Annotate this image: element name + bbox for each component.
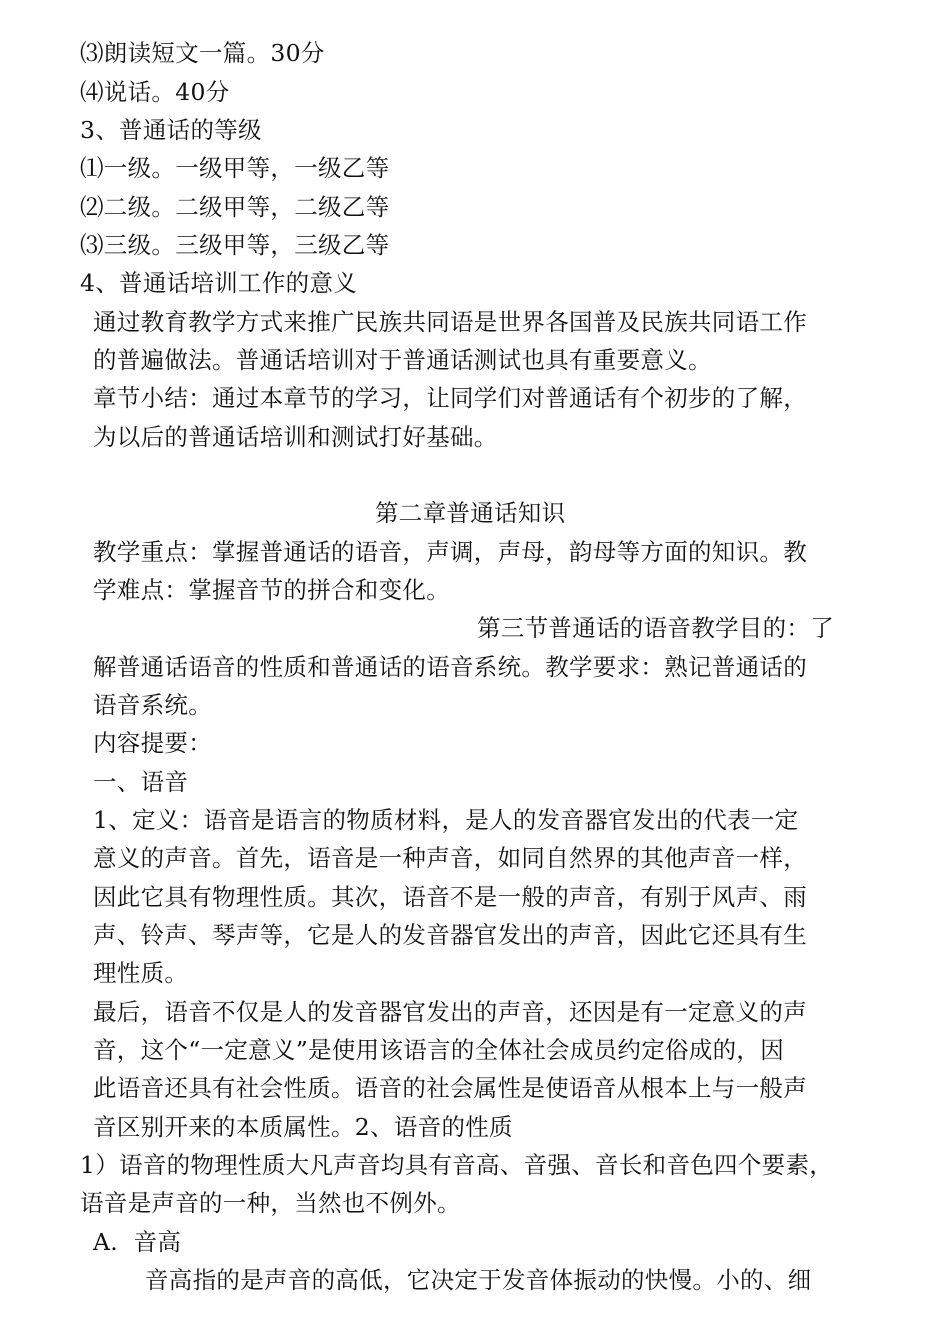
paragraph-line: 的普遍做法。普通话培训对于普通话测试也具有重要意义。 — [93, 346, 712, 374]
paragraph-line: 语音系统。 — [93, 691, 212, 719]
text-line: ⑶三级。三级甲等，三级乙等 — [80, 231, 390, 259]
text-line: ⑷说话。40分 — [80, 78, 230, 106]
paragraph-line: 音区别开来的本质属性。2、语音的性质 — [93, 1113, 513, 1141]
paragraph-line: 教学重点：掌握普通话的语音，声调，声母，韵母等方面的知识。教 — [93, 538, 807, 566]
paragraph-line: 音，这个“一定意义”是使用该语言的全体社会成员约定俗成的，因 — [93, 1036, 785, 1064]
paragraph-line: 声、铃声、琴声等，它是人的发音器官发出的声音，因此它还具有生 — [93, 921, 807, 949]
section-heading: 一、语音 — [93, 768, 189, 796]
paragraph-line: 为以后的普通话培训和测试打好基础。 — [93, 423, 498, 451]
text-line: ⑴一级。一级甲等，一级乙等 — [80, 154, 390, 182]
paragraph-line: 1、定义：语音是语言的物质材料，是人的发音器官发出的代表一定 — [93, 806, 799, 834]
paragraph-line: 解普通话语音的性质和普通话的语音系统。教学要求：熟记普通话的 — [93, 653, 807, 681]
paragraph-line: 通过教育教学方式来推广民族共同语是世界各国普及民族共同语工作 — [93, 308, 807, 336]
paragraph-line: 学难点：掌握音节的拼合和变化。 — [93, 576, 450, 604]
section-heading: 4、普通话培训工作的意义 — [80, 269, 358, 297]
paragraph-line: 章节小结：通过本章节的学习，让同学们对普通话有个初步的了解， — [93, 384, 807, 412]
paragraph-line: 最后，语音不仅是人的发音器官发出的声音，还因是有一定意义的声 — [93, 998, 807, 1026]
paragraph-line: 语音是声音的一种，当然也不例外。 — [80, 1189, 461, 1217]
section-heading: 3、普通话的等级 — [80, 116, 262, 144]
paragraph-line: 因此它具有物理性质。其次，语音不是一般的声音，有别于风声、雨 — [93, 883, 807, 911]
subsection-heading: A. 音高 — [93, 1228, 182, 1256]
paragraph-line: 1）语音的物理性质大凡声音均具有音高、音强、音长和音色四个要素， — [80, 1151, 834, 1179]
text-line: ⑶朗读短文一篇。30分 — [80, 39, 325, 67]
paragraph-line: 内容提要： — [93, 729, 212, 757]
paragraph-line: 第三节普通话的语音教学目的：了 — [477, 614, 834, 642]
paragraph-line: 音高指的是声音的高低，它决定于发音体振动的快慢。小的、细 — [145, 1266, 812, 1294]
paragraph-line: 理性质。 — [93, 959, 189, 987]
paragraph-line: 意义的声音。首先，语音是一种声音，如同自然界的其他声音一样， — [93, 844, 807, 872]
paragraph-line: 此语音还具有社会性质。语音的社会属性是使语音从根本上与一般声 — [93, 1074, 807, 1102]
chapter-title: 第二章普通话知识 — [375, 499, 566, 527]
text-line: ⑵二级。二级甲等，二级乙等 — [80, 193, 390, 221]
